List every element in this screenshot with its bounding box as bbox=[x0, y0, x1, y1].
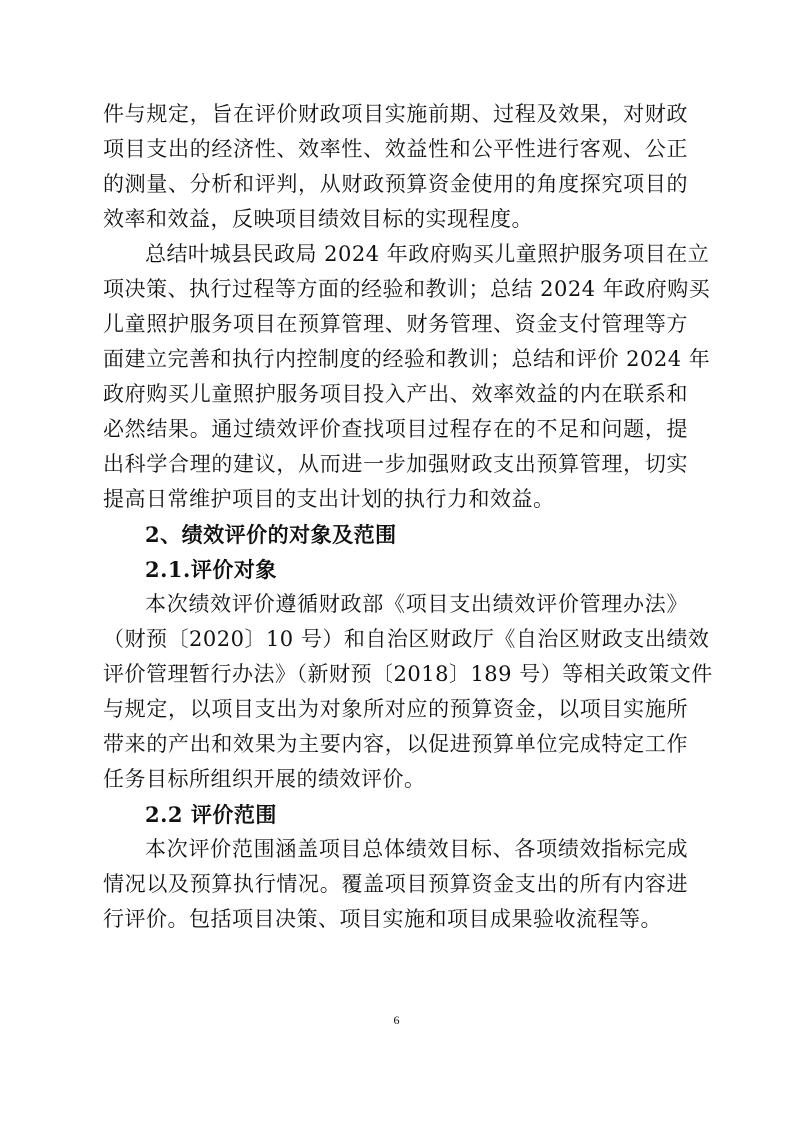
text-line: 本次评价范围涵盖项目总体绩效目标、各项绩效指标完成 bbox=[145, 837, 688, 861]
text-line: 提高日常维护项目的支出计划的执行力和效益。 bbox=[103, 487, 555, 511]
subsection-heading-object: 2.1.评价对象 bbox=[145, 557, 277, 582]
text-line: 儿童照护服务项目在预算管理、财务管理、资金支付管理等方 bbox=[103, 312, 688, 336]
text-line: 必然结果。通过绩效评价查找项目过程存在的不足和问题，提 bbox=[103, 417, 688, 441]
text-line: 的测量、分析和评判，从财政预算资金使用的角度探究项目的 bbox=[103, 172, 688, 196]
text-line: 带来的产出和效果为主要内容，以促进预算单位完成特定工作 bbox=[103, 732, 688, 756]
text-line: （财预〔2020〕10 号）和自治区财政厅《自治区财政支出绩效 bbox=[103, 627, 710, 651]
text-line: 本次绩效评价遵循财政部《项目支出绩效评价管理办法》 bbox=[145, 592, 688, 616]
paragraph-evaluation-scope bbox=[103, 832, 688, 937]
text-line: 政府购买儿童照护服务项目投入产出、效率效益的内在联系和 bbox=[103, 382, 688, 406]
paragraph-evaluation-object bbox=[103, 587, 713, 797]
text-line: 面建立完善和执行内控制度的经验和教训；总结和评价 2024 年 bbox=[103, 347, 711, 371]
section-heading: 2、绩效评价的对象及范围 bbox=[145, 522, 397, 547]
text-line: 项决策、执行过程等方面的经验和教训；总结 2024 年政府购买 bbox=[103, 277, 711, 301]
paragraph-summary bbox=[103, 237, 711, 517]
text-line: 任务目标所组织开展的绩效评价。 bbox=[103, 767, 426, 791]
paragraph-evaluation-purpose bbox=[103, 97, 688, 237]
page-number: 6 bbox=[393, 1013, 400, 1027]
text-line: 总结叶城县民政局 2024 年政府购买儿童照护服务项目在立 bbox=[145, 242, 710, 266]
text-line: 出科学合理的建议，从而进一步加强财政支出预算管理，切实 bbox=[103, 452, 688, 476]
body-text bbox=[103, 97, 713, 937]
text-line: 情况以及预算执行情况。覆盖项目预算资金支出的所有内容进 bbox=[103, 872, 688, 896]
text-line: 与规定，以项目支出为对象所对应的预算资金，以项目实施所 bbox=[103, 697, 688, 721]
text-line: 行评价。包括项目决策、项目实施和项目成果验收流程等。 bbox=[103, 907, 662, 931]
text-line: 件与规定，旨在评价财政项目实施前期、过程及效果，对财政 bbox=[103, 102, 688, 126]
subsection-heading-scope: 2.2 评价范围 bbox=[145, 802, 277, 827]
text-line: 评价管理暂行办法》（新财预〔2018〕189 号）等相关政策文件 bbox=[103, 662, 713, 686]
text-line: 项目支出的经济性、效率性、效益性和公平性进行客观、公正 bbox=[103, 137, 688, 161]
text-line: 效率和效益，反映项目绩效目标的实现程度。 bbox=[103, 207, 533, 231]
